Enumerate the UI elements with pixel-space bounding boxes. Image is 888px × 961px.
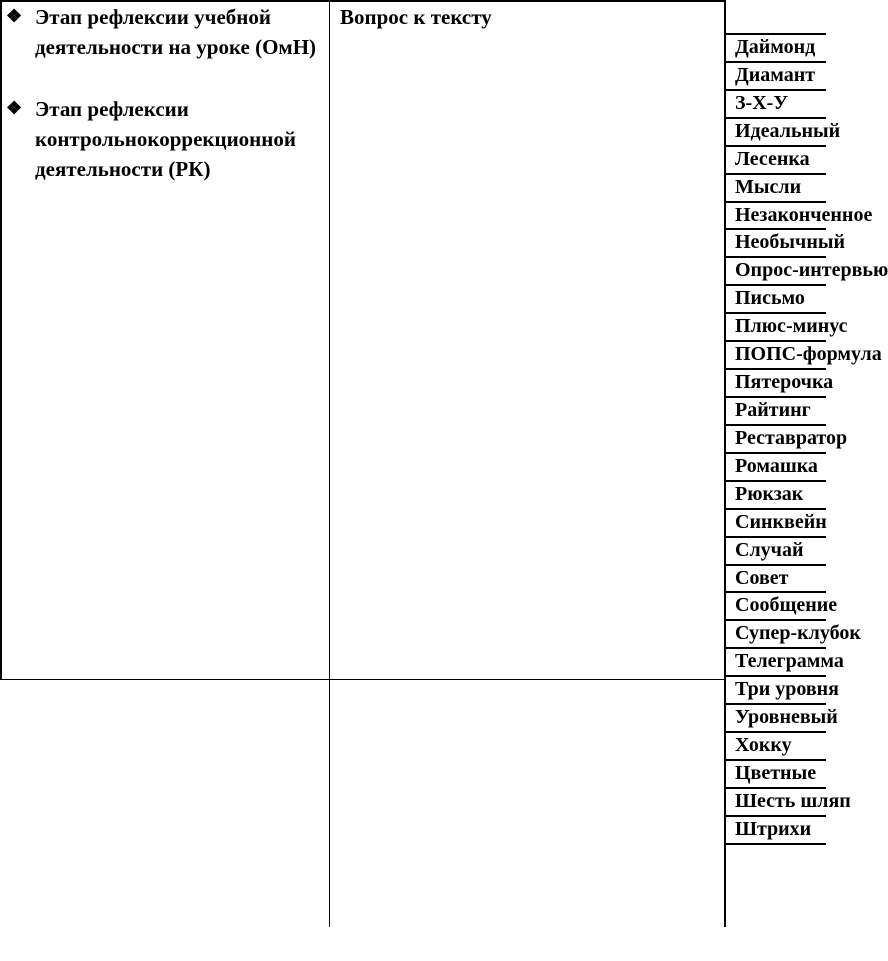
method-item: Незаконченное: [726, 201, 826, 229]
method-item: Синквейн: [726, 508, 826, 536]
method-item: Пятерочка: [726, 368, 826, 396]
method-item: Плюс-минус: [726, 312, 826, 340]
method-item: Диамант: [726, 61, 826, 89]
column-divider: [329, 0, 330, 927]
method-item: Штрихи: [726, 815, 826, 845]
row-divider: [0, 679, 726, 680]
method-item: Даймонд: [726, 33, 826, 61]
method-item: Случай: [726, 536, 826, 564]
diamond-bullet-icon: ❖: [6, 98, 23, 118]
table-left-border: [0, 0, 2, 680]
stage-label: Этап рефлексии учебной деятельности на уроке (ОмН): [35, 5, 317, 59]
method-item: Хокку: [726, 731, 826, 759]
method-item: Лесенка: [726, 145, 826, 173]
method-item: Рюкзак: [726, 480, 826, 508]
method-item: Супер-клубок: [726, 619, 826, 647]
stage-item-rk: [6, 94, 328, 184]
method-item: Уровневый: [726, 703, 826, 731]
stage-item-omn: [6, 2, 328, 62]
method-item: Цветные: [726, 759, 826, 787]
method-item: Необычный: [726, 228, 826, 256]
stage-label: Этап рефлексии контрольнокоррекционной деятельности (РК): [35, 97, 296, 181]
method-item: Письмо: [726, 284, 826, 312]
method-item: Реставратор: [726, 424, 826, 452]
method-item: Шесть шляп: [726, 787, 826, 815]
method-item: Ромашка: [726, 452, 826, 480]
method-item: Мысли: [726, 173, 826, 201]
method-item: З-Х-У: [726, 89, 826, 117]
reflection-methods-list: [726, 33, 888, 845]
method-item: Идеальный: [726, 117, 826, 145]
method-item: Телеграмма: [726, 647, 826, 675]
method-item: Совет: [726, 564, 826, 592]
question-to-text-heading: Вопрос к тексту: [340, 5, 492, 29]
method-item: Райтинг: [726, 396, 826, 424]
method-item: Сообщение: [726, 591, 826, 619]
method-item: ПОПС-формула: [726, 340, 826, 368]
method-item: Опрос-интервью: [726, 256, 826, 284]
method-item: Три уровня: [726, 675, 826, 703]
diamond-bullet-icon: ❖: [6, 6, 23, 26]
